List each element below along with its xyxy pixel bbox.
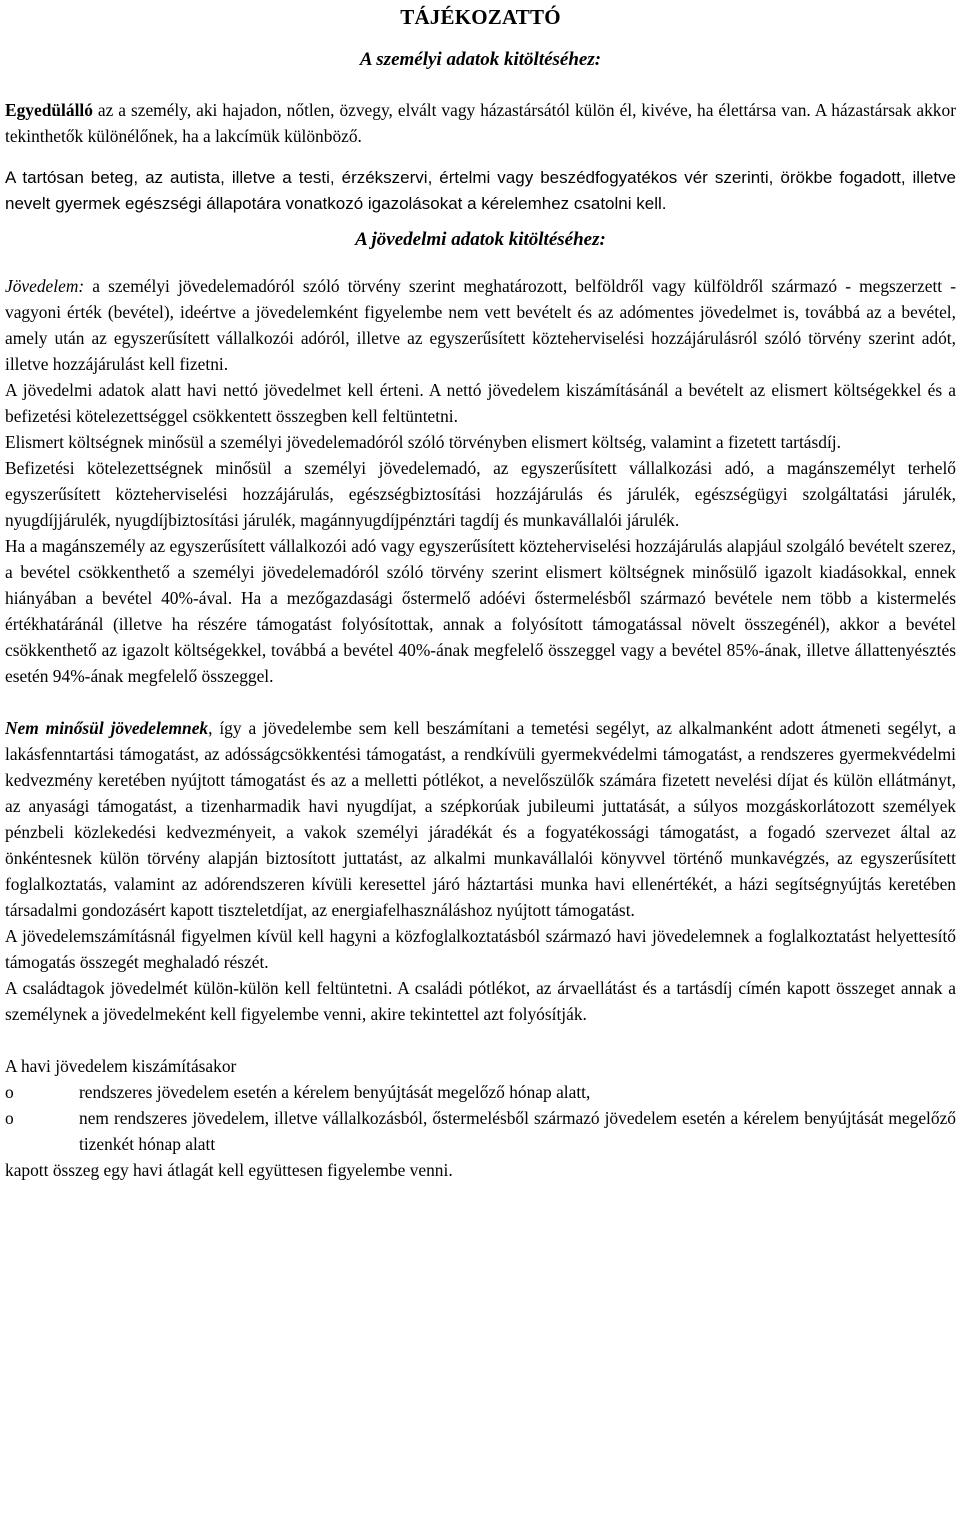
single-person-text: az a személy, aki hajadon, nőtlen, özvegy, elvált vagy házastársától külön él, kivéve, ha élettársa van. A házastársak akkor tekinthetők különélőnek, ha a lakcímük különböző. [5, 100, 956, 146]
income-term: Jövedelem: [5, 276, 85, 296]
personal-data-heading: A személyi adatok kitöltéséhez: [359, 49, 602, 70]
page-title: TÁJÉKOZATTÓ [400, 5, 561, 29]
income-definition [5, 273, 956, 377]
list-item-text: nem rendszeres jövedelem, illetve vállalkozásból, őstermelésből származó jövedelem esetén a kérelem benyújtását megelőző tizenkét hónap alatt [79, 1108, 956, 1154]
closing-paragraph: kapott összeg egy havi átlagát kell együttesen figyelembe venni. [5, 1160, 453, 1180]
bullet-marker: o [5, 1082, 14, 1102]
simplified-tax-paragraph: Ha a magánszemély az egyszerűsített vállalkozói adó vagy egyszerűsített közteherviselési hozzájárulás alapjául szolgáló bevételt szerez, a bevétel csökkenthető a személyi jövedelemadóról szóló törvény szerint elismert költségnek minősülő igazolt kiadásokkal, ennek hiányában a bevétel 40%-ával. Ha a mezőgazdasági őstermelő adóévi őstermelésből származó bevétele nem több a kistermelés értékhatáránál (illetve ha részére támogatást folyósítottak, annak a folyósított támogatással növelt összegénél), akkor a bevétel csökkenthető az igazolt költségekkel, továbbá a bevétel 40%-ának megfelelő összeggel vagy a bevétel 85%-ának, illetve állattenyésztés esetén 94%-ának megfelelő összeggel. [5, 536, 956, 686]
non-income-term: Nem minősül jövedelemnek [5, 718, 209, 738]
net-income-paragraph: A jövedelmi adatok alatt havi nettó jövedelmet kell érteni. A nettó jövedelem kiszámításánál a bevételt az elismert költségekkel és a befizetési kötelezettséggel csökkentett összegben kell feltüntetni. [5, 380, 956, 426]
income-data-heading: A jövedelmi adatok kitöltéséhez: [355, 229, 606, 250]
list-item [5, 1105, 956, 1157]
monthly-income-intro: A havi jövedelem kiszámításakor [5, 1056, 237, 1076]
income-definition-text: a személyi jövedelemadóról szóló törvény szerint meghatározott, belföldről vagy külföldről származó - megszerzett - vagyoni érték (bevétel), ideértve a jövedelemként figyelembe nem vett bevételt és az adómentes jövedelmet is, továbbá az a bevétel, amely után az egyszerűsített vállalkozói adóról, illetve az egyszerűsített közteherviselési hozzájárulásról szóló törvény szerint adót, illetve hozzájárulást kell fizetni. [5, 276, 956, 374]
sick-child-paragraph: A tartósan beteg, az autista, illetve a testi, érzékszervi, értelmi vagy beszédfogyatékos vér szerinti, örökbe fogadott, illetve nevelt gyermek egészségi állapotára vonatkozó igazolásokat a kérelemhez csatolni kell. [5, 168, 956, 213]
list-item-text: rendszeres jövedelem esetén a kérelem benyújtását megelőző hónap alatt, [79, 1082, 591, 1102]
family-income-paragraph: A családtagok jövedelmét külön-külön kell feltüntetni. A családi pótlékot, az árvaellátást és a tartásdíj címén kapott összeget annak a személynek a jövedelmeként kell figyelembe venni, akire tekintettel azt folyósítják. [5, 978, 956, 1024]
list-item [5, 1079, 956, 1105]
single-person-term: Egyedülálló [5, 100, 93, 120]
payment-obligation-paragraph: Befizetési kötelezettségnek minősül a személyi jövedelemadó, az egyszerűsített vállalkozási adó, a magánszemélyt terhelő egyszerűsített közteherviselési hozzájárulás, egészségbiztosítási hozzájárulás és járulék, egészségügyi szolgáltatási járulék, nyugdíjjárulék, nyugdíjbiztosítási járulék, magánnyugdíjpénztári tagdíj és munkavállalói járulék. [5, 458, 956, 530]
income-period-list [5, 1079, 956, 1157]
bullet-marker: o [5, 1108, 14, 1128]
non-income-text: , így a jövedelembe sem kell beszámítani a temetési segélyt, az alkalmanként adott átmeneti segélyt, a lakásfenntartási támogatást, az adósságcsökkentési támogatást, a rendkívüli gyermekvédelmi támogatást, a rendszeres gyermekvédelmi kedvezmény keretében nyújtott támogatást és az a melletti pótlékot, a nevelőszülők számára fizetett nevelési díjat és külön ellátmányt, az anyasági támogatást, a tizenharmadik havi nyugdíjat, a szépkorúak jubileumi juttatását, a súlyos mozgáskorlátozott személyek pénzbeli közlekedési kedvezményeit, a vakok személyi járadékát és a fogyatékossági támogatást, a fogadó szervezet által az önkéntesnek külön törvény alapján biztosított juttatást, az alkalmi munkavállalói könyvvel történő munkavégzés, az egyszerűsített foglalkoztatás, valamint az adórendszeren kívüli keresettel járó háztartási munka havi ellenértékét, a házi segítségnyújtás keretében társadalmi gondozásért kapott tiszteletdíjat, az energiafelhasználáshoz nyújtott támogatást. [5, 718, 956, 920]
non-income-paragraph [5, 715, 956, 923]
single-person-definition [5, 97, 956, 149]
recognized-cost-paragraph: Elismert költségnek minősül a személyi jövedelemadóról szóló törvényben elismert költség, valamint a fizetett tartásdíj. [5, 432, 841, 452]
public-work-paragraph: A jövedelemszámításnál figyelmen kívül kell hagyni a közfoglalkoztatásból származó havi jövedelemnek a foglalkoztatást helyettesítő támogatás összegét meghaladó részét. [5, 926, 956, 972]
